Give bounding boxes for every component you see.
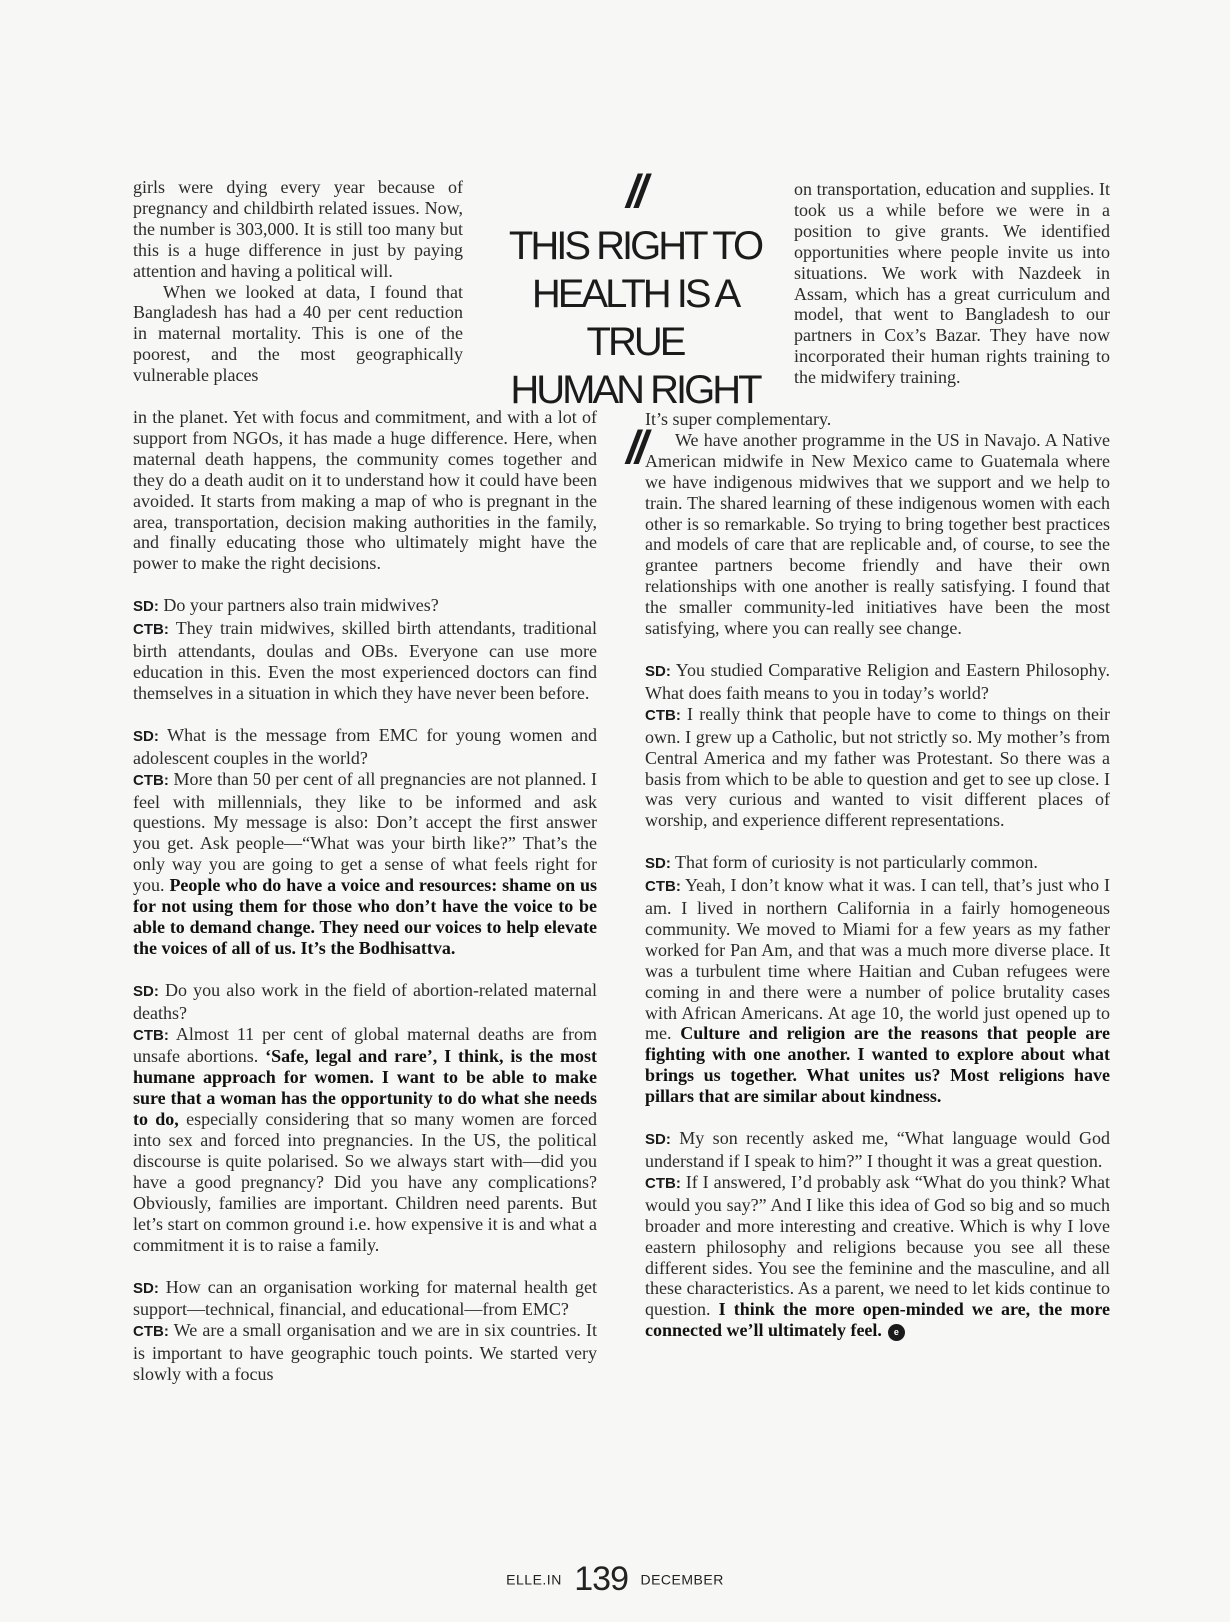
page-number: 139	[574, 1560, 628, 1598]
question-text: How can an organisation working for maternal health get support—technical, financial, and educational—from EMC?	[133, 1276, 597, 1320]
interviewee-label: CTB:	[645, 1174, 681, 1192]
answer-bold-text: I think the more open-minded we are, the more connected we’ll ultimately feel.	[645, 1299, 1110, 1341]
answer-text: They train midwives, skilled birth attendants, traditional birth attendants, doulas and OBs. Everyone can use more education in this. Even the most experienced doctors can find themselves in a situation in which they have never been before.	[133, 618, 597, 703]
answer-text: I really think that people have to come to things on their own. I grew up a Catholic, but not strictly so. My mother’s from Central America and my father was Protestant. So there was a basis from which to be able to question and get to see up close. I was very curious and wanted to visit different places of worship, and experience different representations.	[645, 703, 1110, 831]
paragraph: When we looked at data, I found that Bangladesh has had a 40 per cent reduction in maternal mortality. This is one of the poorest, and the most geographically vulnerable places	[133, 281, 463, 386]
question-text: Do your partners also train midwives?	[158, 595, 439, 616]
question	[645, 660, 1110, 704]
question	[133, 595, 597, 618]
answer-bold-text: ‘Safe, legal and rare’, I think, is the most humane approach for women. I want to be able to make sure that a woman has the opportunity to do what she needs to do,	[133, 1046, 597, 1130]
question	[645, 1128, 1110, 1172]
interviewer-label: SD:	[645, 855, 671, 873]
interviewer-label: SD:	[133, 1279, 159, 1297]
answer	[133, 1320, 597, 1385]
right-column-top	[794, 179, 1110, 388]
interviewee-label: CTB:	[133, 771, 169, 789]
question	[645, 852, 1110, 875]
interviewee-label: CTB:	[645, 878, 681, 896]
right-column	[645, 409, 1110, 1341]
answer	[645, 875, 1110, 1107]
answer-text: Almost 11 per cent of global maternal deaths are from unsafe abortions.	[133, 1023, 597, 1067]
interviewee-label: CTB:	[133, 1026, 169, 1044]
question	[133, 725, 597, 769]
left-column-top	[133, 177, 463, 386]
answer-text: Yeah, I don’t know what it was. I can tell, that’s just who I am. I lived in northern California in a fairly homogeneous community. We moved to Miami for a few years as my father worked for Pan Am, and that was a much more diverse place. It was a turbulent time where Haitian and Cuban refugees were coming in and there were a number of police brutality cases with African Americans. At age 10, the world just opened up to me.	[645, 875, 1110, 1044]
pull-quote-line: THIS RIGHT TO	[508, 224, 762, 268]
interviewer-label: SD:	[645, 662, 671, 680]
interviewer-label: SD:	[133, 982, 159, 1000]
page-footer	[0, 1560, 1230, 1599]
interviewee-label: CTB:	[133, 621, 169, 639]
answer-bold-text: Culture and religion are the reasons that people are fighting with one another. I wanted to explore about what brings us together. What unites us? Most religions have pillars that are similar about kindness.	[645, 1023, 1110, 1107]
interviewee-label: CTB:	[133, 1323, 169, 1341]
pull-quote-line: HEALTH IS A TRUE	[531, 272, 739, 364]
question	[133, 980, 597, 1024]
paragraph: on transportation, education and supplies. It took us a while before we were in a position to give grants. We identified opportunities where people invite us into situations. We work with Nazdeek in Assam, which has a great curriculum and model, that went to Bangladesh to our partners in Cox’s Bazar. They have now incorporated their human rights training to the midwifery training.	[794, 179, 1110, 388]
pull-quote-text	[485, 222, 785, 414]
elle-end-mark-icon: e	[888, 1324, 905, 1341]
question-text: What is the message from EMC for young women and adolescent couples in the world?	[133, 724, 597, 768]
answer	[133, 769, 597, 959]
question-text: You studied Comparative Religion and Eastern Philosophy. What does faith means to you in today’s world?	[645, 659, 1110, 703]
paragraph: It’s super complementary.	[645, 409, 832, 429]
answer	[133, 1024, 597, 1256]
answer-text: More than 50 per cent of all pregnancies are not planned. I feel with millennials, they like to be informed and ask questions. My message is also: Don’t accept the first answer you get. Ask people—“What was your birth like?” That’s the only way you are going to get a sense of what feels right for you.	[133, 768, 597, 896]
pull-quote-slash-bottom: //	[626, 421, 644, 473]
question-text: Do you also work in the field of abortion-related maternal deaths?	[133, 979, 597, 1023]
question-text: My son recently asked me, “What language would God understand if I speak to him?” I thought it was a great question.	[645, 1128, 1110, 1171]
answer	[645, 1172, 1110, 1341]
paragraph: girls were dying every year because of pregnancy and childbirth related issues. Now, the number is 303,000. It is still too many but this is a huge difference in just by paying attention and having a political will.	[133, 177, 463, 281]
answer-bold-text: People who do have a voice and resources: shame on us for not using them for those who don’t have the voice to be able to demand change. They need our voices to help elevate the voices of all of us. It’s the Bodhisattva.	[133, 875, 598, 958]
left-column	[133, 407, 597, 1385]
question	[133, 1277, 597, 1321]
paragraph: We have another programme in the US in Navajo. A Native American midwife in New Mexico came to Guatemala where we have indigenous midwives that we support and we help to train. The shared learning of these indigenous women with each other is so remarkable. So trying to bring together best practices and models of care that are replicable and, of course, to see the grantee partners become friendly and have their own relationships with one another is really satisfying. I found that the smaller community-led initiatives have been the most satisfying, where you can really see change.	[645, 429, 1110, 639]
question-text: That form of curiosity is not particularly common.	[670, 852, 1038, 873]
interviewer-label: SD:	[133, 727, 159, 745]
interviewer-label: SD:	[645, 1131, 671, 1149]
pull-quote-slash-top: //	[626, 165, 644, 217]
answer-text: especially considering that so many women are forced into sex and forced into pregnancies. In the US, the political discourse is quite polarised. So we always start with—did you have a good pregnancy? Did you have any complications? Obviously, families are important. Children need parents. But let’s start on common ground i.e. how expensive it is and what a commitment it is to raise a family.	[133, 1109, 597, 1255]
answer-text: We are a small organisation and we are in six countries. It is important to have geographic touch points. We started very slowly with a focus	[133, 1320, 597, 1385]
footer-site: ELLE.IN	[506, 1571, 562, 1588]
answer	[645, 704, 1110, 831]
answer	[133, 618, 597, 704]
interviewee-label: CTB:	[645, 706, 681, 724]
paragraph: in the planet. Yet with focus and commitment, and with a lot of support from NGOs, it has made a huge difference. Here, when maternal death happens, the community comes together and they do a death audit on it to understand how it could have been avoided. It starts from making a map of who is pregnant in the area, transportation, decision making authorities in the family, and finally educating those who ultimately might have the power to make the right decisions.	[133, 407, 597, 574]
pull-quote-line: HUMAN RIGHT	[510, 368, 760, 412]
answer-text: If I answered, I’d probably ask “What do you think? What would you say?” And I like this idea of God so big and so much broader and more interesting and creative. Which is why I love eastern philosophy and religions because you see all these different sides. You see the feminine and the masculine, and all these characteristics. As a parent, we need to let kids continue to question.	[645, 1171, 1110, 1320]
interviewer-label: SD:	[133, 598, 159, 616]
footer-month: DECEMBER	[640, 1571, 724, 1588]
